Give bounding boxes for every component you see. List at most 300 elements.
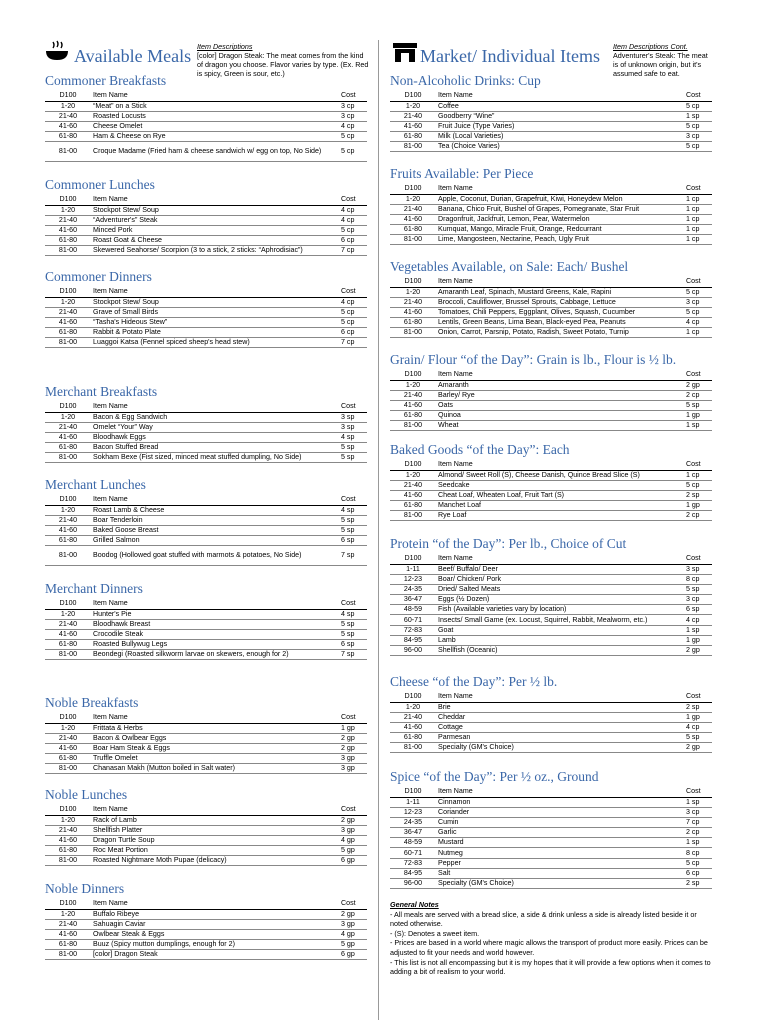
roll-range: 41-60 — [45, 525, 91, 535]
roll-range: 21-40 — [45, 733, 91, 743]
roll-range: 41-60 — [45, 317, 91, 327]
item-cost: 6 cp — [678, 868, 712, 878]
roll-range: 1-20 — [45, 297, 91, 307]
item-cost: 7 cp — [333, 338, 367, 348]
item-name: Apple, Coconut, Durian, Grapefruit, Kiwi, Honeydew Melon — [436, 194, 678, 204]
table-row — [390, 828, 712, 838]
item-name: Roc Meat Portion — [91, 846, 333, 856]
item-name: Kumquat, Mango, Miracle Fruit, Orange, Redcurrant — [436, 225, 678, 235]
col-item-name: Item Name — [91, 598, 333, 609]
general-notes-line: - All meals are served with a bread slice, a side & drink unless a side is already listed beside it or noted otherwise. — [390, 909, 697, 929]
section-right-4 — [390, 441, 712, 521]
col-cost: Cost — [678, 183, 712, 194]
item-cost: 5 sp — [333, 619, 367, 629]
col-item-name: Item Name — [436, 786, 678, 797]
item-name: Stockpot Stew/ Soup — [91, 205, 333, 215]
table-row — [390, 858, 712, 868]
roll-range: 61-80 — [390, 225, 436, 235]
table-row — [390, 132, 712, 142]
roll-range: 81-00 — [390, 142, 436, 152]
table-header-row — [390, 369, 712, 380]
item-cost: 1 sp — [678, 838, 712, 848]
table-row — [390, 470, 712, 480]
item-cost: 5 cp — [678, 307, 712, 317]
item-name: Roasted Nightmare Moth Pupae (delicacy) — [91, 856, 333, 866]
col-d100: D100 — [390, 691, 436, 702]
item-cost: 1 gp — [678, 501, 712, 511]
item-cost: 5 cp — [678, 142, 712, 152]
price-table — [390, 553, 712, 656]
section-title: Cheese “of the Day”: Per ½ lb. — [390, 674, 558, 689]
roll-range: 81-00 — [45, 764, 91, 774]
item-cost: 4 cp — [333, 215, 367, 225]
roll-range: 24-35 — [390, 584, 436, 594]
col-item-name: Item Name — [91, 401, 333, 412]
roll-range: 1-20 — [390, 380, 436, 390]
item-cost: 3 sp — [333, 422, 367, 432]
table-row — [45, 101, 367, 111]
table-row — [45, 225, 367, 235]
item-name: “Adventurer's” Steak — [91, 215, 333, 225]
table-row — [45, 453, 367, 463]
roll-range: 41-60 — [390, 307, 436, 317]
table-row — [45, 422, 367, 432]
item-cost: 5 sp — [333, 453, 367, 463]
item-cost: 5 gp — [333, 940, 367, 950]
price-table — [45, 401, 367, 463]
table-row — [45, 525, 367, 535]
col-cost: Cost — [333, 804, 367, 815]
table-row — [390, 307, 712, 317]
item-name: Dragon Turtle Soup — [91, 835, 333, 845]
item-cost: 5 sp — [333, 629, 367, 639]
item-cost: 5 sp — [333, 443, 367, 453]
roll-range: 84-95 — [390, 635, 436, 645]
roll-range: 1-20 — [45, 815, 91, 825]
item-name: Frittata & Herbs — [91, 723, 333, 733]
section-title: Noble Dinners — [45, 881, 125, 896]
item-name: Cheese Omelet — [91, 121, 333, 131]
item-cost: 6 sp — [333, 536, 367, 546]
roll-range: 41-60 — [45, 929, 91, 939]
table-row — [45, 443, 367, 453]
item-name: Specialty (GM's Choice) — [436, 879, 678, 889]
item-name: Roasted Bullywug Legs — [91, 640, 333, 650]
table-row — [45, 640, 367, 650]
item-cost: 7 sp — [333, 546, 367, 566]
item-cost: 3 cp — [678, 595, 712, 605]
roll-range: 81-00 — [45, 650, 91, 660]
roll-range: 1-20 — [45, 101, 91, 111]
item-name: Coriander — [436, 807, 678, 817]
table-row — [45, 856, 367, 866]
item-name: Ham & Cheese on Rye — [91, 132, 333, 142]
price-table — [390, 691, 712, 753]
table-row — [45, 629, 367, 639]
price-table — [45, 898, 367, 960]
item-name: Cinnamon — [436, 797, 678, 807]
item-name: Salt — [436, 868, 678, 878]
table-row — [390, 797, 712, 807]
roll-range: 61-80 — [45, 940, 91, 950]
roll-range: 41-60 — [390, 214, 436, 224]
item-name: Owlbear Steak & Eggs — [91, 929, 333, 939]
item-name: Bacon & Owlbear Eggs — [91, 733, 333, 743]
item-cost: 3 gp — [333, 764, 367, 774]
roll-range: 81-00 — [45, 142, 91, 162]
roll-range: 21-40 — [390, 480, 436, 490]
price-table — [45, 494, 367, 566]
col-item-name: Item Name — [91, 712, 333, 723]
section-title: Baked Goods “of the Day”: Each — [390, 442, 570, 457]
item-cost: 2 cp — [678, 511, 712, 521]
item-cost: 5 sp — [678, 733, 712, 743]
roll-range: 61-80 — [390, 132, 436, 142]
item-cost: 4 gp — [333, 929, 367, 939]
roll-range: 41-60 — [45, 432, 91, 442]
item-cost: 5 cp — [333, 142, 367, 162]
item-name: Lamb — [436, 635, 678, 645]
table-row — [390, 564, 712, 574]
table-row — [390, 712, 712, 722]
table-row — [45, 609, 367, 619]
item-name: Chanasan Makh (Mutton boiled in Salt water) — [91, 764, 333, 774]
item-name: Truffle Omelet — [91, 754, 333, 764]
item-name: Shellfish Platter — [91, 825, 333, 835]
roll-range: 21-40 — [45, 825, 91, 835]
section-right-2 — [390, 258, 712, 338]
table-row — [390, 743, 712, 753]
col-item-name: Item Name — [91, 494, 333, 505]
table-row — [45, 432, 367, 442]
table-row — [390, 574, 712, 584]
section-title: Non-Alcoholic Drinks: Cup — [390, 73, 541, 88]
item-cost: 2 sp — [678, 702, 712, 712]
section-title: Noble Breakfasts — [45, 695, 139, 710]
item-cost: 3 gp — [333, 919, 367, 929]
item-name: Stockpot Stew/ Soup — [91, 297, 333, 307]
general-notes-line: - Prices are based in a world where magic allows the transport of product more easily. Prices can be adjusted to fit your needs and world however. — [390, 938, 708, 957]
section-left-4 — [45, 476, 367, 566]
item-name: Sokham Bexe (Fist sized, minced meat stuffed dumpling, No Side) — [91, 453, 333, 463]
item-name: Dragonfruit, Jackfruit, Lemon, Pear, Watermelon — [436, 214, 678, 224]
roll-range: 61-80 — [390, 501, 436, 511]
item-name: Roast Goat & Cheese — [91, 236, 333, 246]
col-item-name: Item Name — [436, 90, 678, 101]
item-cost: 6 cp — [333, 236, 367, 246]
item-name: Skewered Seahorse/ Scorpion (3 to a stick, 2 sticks: “Aphrodisiac”) — [91, 246, 333, 256]
item-name: Dried/ Salted Meats — [436, 584, 678, 594]
table-row — [390, 511, 712, 521]
roll-range: 1-20 — [390, 287, 436, 297]
roll-range: 41-60 — [45, 121, 91, 131]
section-right-0 — [390, 72, 712, 152]
table-row — [45, 764, 367, 774]
section-title: Fruits Available: Per Piece — [390, 166, 534, 181]
bowl-icon — [44, 40, 70, 62]
col-item-name: Item Name — [436, 183, 678, 194]
item-name: Sahuagin Caviar — [91, 919, 333, 929]
roll-range: 81-00 — [45, 856, 91, 866]
table-row — [390, 287, 712, 297]
item-cost: 2 gp — [333, 909, 367, 919]
item-cost: 2 gp — [678, 380, 712, 390]
table-row — [45, 505, 367, 515]
roll-range: 1-20 — [390, 470, 436, 480]
item-cost: 8 cp — [678, 574, 712, 584]
item-cost: 1 cp — [678, 235, 712, 245]
item-cost: 3 cp — [333, 101, 367, 111]
item-name: Rye Loaf — [436, 511, 678, 521]
table-row — [390, 297, 712, 307]
table-header-row — [45, 598, 367, 609]
table-row — [45, 909, 367, 919]
section-title: Commoner Dinners — [45, 269, 152, 284]
item-cost: 5 cp — [333, 317, 367, 327]
table-row — [45, 733, 367, 743]
col-item-name: Item Name — [436, 553, 678, 564]
col-cost: Cost — [678, 691, 712, 702]
roll-range: 21-40 — [45, 619, 91, 629]
col-cost: Cost — [678, 276, 712, 287]
item-cost: 5 sp — [333, 515, 367, 525]
roll-range: 41-60 — [45, 743, 91, 753]
table-header-row — [390, 553, 712, 564]
table-row — [390, 838, 712, 848]
table-header-row — [390, 459, 712, 470]
roll-range: 21-40 — [45, 111, 91, 121]
price-table — [390, 90, 712, 152]
table-row — [390, 722, 712, 732]
section-title: Merchant Breakfasts — [45, 384, 158, 399]
item-name: Specialty (GM's Choice) — [436, 743, 678, 753]
item-name: Croque Madame (Fried ham & cheese sandwich w/ egg on top, No Side) — [91, 142, 333, 162]
table-row — [390, 733, 712, 743]
item-cost: 4 cp — [333, 121, 367, 131]
page-title: Available Meals — [74, 46, 192, 66]
roll-range: 21-40 — [390, 712, 436, 722]
item-name: “Tasha's Hideous Stew” — [91, 317, 333, 327]
table-row — [390, 480, 712, 490]
item-name: Cheat Loaf, Wheaten Loaf, Fruit Tart (S) — [436, 490, 678, 500]
item-name: Luaggoi Katsa (Fennel spiced sheep's head stew) — [91, 338, 333, 348]
roll-range: 1-11 — [390, 797, 436, 807]
section-left-2 — [45, 268, 367, 348]
col-item-name: Item Name — [436, 691, 678, 702]
col-item-name: Item Name — [436, 459, 678, 470]
table-row — [390, 121, 712, 131]
col-cost: Cost — [333, 90, 367, 101]
table-row — [390, 879, 712, 889]
section-left-7 — [45, 786, 367, 866]
table-row — [45, 246, 367, 256]
item-name: Beef/ Buffalo/ Deer — [436, 564, 678, 574]
table-row — [45, 215, 367, 225]
table-row — [390, 318, 712, 328]
table-row — [390, 625, 712, 635]
table-row — [390, 328, 712, 338]
roll-range: 21-40 — [390, 204, 436, 214]
col-cost: Cost — [678, 553, 712, 564]
table-row — [390, 235, 712, 245]
item-name: Minced Pork — [91, 225, 333, 235]
section-title: Protein “of the Day”: Per lb., Choice of Cut — [390, 536, 627, 551]
price-table — [390, 276, 712, 338]
table-row — [45, 815, 367, 825]
table-row — [45, 950, 367, 960]
item-name: Parmesan — [436, 733, 678, 743]
col-d100: D100 — [45, 804, 91, 815]
item-cost: 4 sp — [333, 609, 367, 619]
table-header-row — [390, 90, 712, 101]
section-right-7 — [390, 768, 712, 889]
item-cost: 1 sp — [678, 625, 712, 635]
roll-range: 81-00 — [45, 338, 91, 348]
item-descriptions-cont-title: Item Descriptions Cont. — [613, 42, 688, 51]
table-row — [45, 205, 367, 215]
roll-range: 41-60 — [45, 629, 91, 639]
section-right-6 — [390, 673, 712, 753]
col-cost: Cost — [678, 786, 712, 797]
market-title: Market/ Individual Items — [420, 46, 600, 66]
item-name: Manchet Loaf — [436, 501, 678, 511]
roll-range: 41-60 — [390, 490, 436, 500]
roll-range: 61-80 — [45, 132, 91, 142]
table-row — [390, 646, 712, 656]
section-right-3 — [390, 351, 712, 431]
table-row — [390, 868, 712, 878]
item-cost: 6 sp — [333, 640, 367, 650]
item-name: Bloodhawk Breast — [91, 619, 333, 629]
item-cost: 4 cp — [333, 297, 367, 307]
section-left-8 — [45, 880, 367, 960]
price-table — [390, 369, 712, 431]
item-name: Crocodile Steak — [91, 629, 333, 639]
item-name: Rack of Lamb — [91, 815, 333, 825]
item-name: Boodog (Hollowed goat stuffed with marmots & potatoes, No Side) — [91, 546, 333, 566]
item-name: Omelet “Your” Way — [91, 422, 333, 432]
col-cost: Cost — [333, 598, 367, 609]
table-row — [390, 142, 712, 152]
roll-range: 81-00 — [45, 453, 91, 463]
item-descriptions-cont-text: Adventurer's Steak: The meat is of unknown origin, but it's assumed safe to eat. — [613, 51, 708, 78]
col-d100: D100 — [45, 898, 91, 909]
roll-range: 81-00 — [390, 421, 436, 431]
item-cost: 3 cp — [678, 132, 712, 142]
col-item-name: Item Name — [91, 898, 333, 909]
table-header-row — [390, 183, 712, 194]
price-table — [390, 786, 712, 889]
roll-range: 60-71 — [390, 848, 436, 858]
table-row — [390, 400, 712, 410]
roll-range: 41-60 — [390, 400, 436, 410]
col-cost: Cost — [333, 286, 367, 297]
col-cost: Cost — [333, 401, 367, 412]
item-cost: 7 cp — [678, 817, 712, 827]
table-header-row — [45, 804, 367, 815]
item-cost: 6 gp — [333, 950, 367, 960]
table-row — [390, 421, 712, 431]
col-item-name: Item Name — [91, 90, 333, 101]
table-row — [45, 825, 367, 835]
item-name: Barley/ Rye — [436, 390, 678, 400]
section-title: Merchant Lunches — [45, 477, 146, 492]
item-name: Amaranth Leaf, Spinach, Mustard Greens, Kale, Rapini — [436, 287, 678, 297]
col-d100: D100 — [45, 494, 91, 505]
roll-range: 24-35 — [390, 817, 436, 827]
table-row — [45, 297, 367, 307]
roll-range: 36-47 — [390, 828, 436, 838]
col-d100: D100 — [45, 286, 91, 297]
table-row — [45, 846, 367, 856]
roll-range: 36-47 — [390, 595, 436, 605]
roll-range: 1-20 — [390, 194, 436, 204]
price-table — [45, 286, 367, 348]
section-left-0 — [45, 72, 367, 162]
roll-range: 41-60 — [390, 722, 436, 732]
roll-range: 21-40 — [390, 390, 436, 400]
table-row — [45, 619, 367, 629]
roll-range: 21-40 — [45, 422, 91, 432]
item-name: Bacon & Egg Sandwich — [91, 412, 333, 422]
section-title: Commoner Breakfasts — [45, 73, 167, 88]
table-row — [390, 702, 712, 712]
table-row — [390, 635, 712, 645]
table-row — [390, 490, 712, 500]
item-cost: 1 cp — [678, 214, 712, 224]
item-name: Oats — [436, 400, 678, 410]
item-name: Grave of Small Birds — [91, 307, 333, 317]
item-name: Goat — [436, 625, 678, 635]
section-left-5 — [45, 580, 367, 660]
item-name: Buuz (Spicy mutton dumplings, enough for 2) — [91, 940, 333, 950]
roll-range: 48-59 — [390, 838, 436, 848]
section-left-6 — [45, 694, 367, 774]
item-cost: 1 sp — [678, 421, 712, 431]
item-cost: 8 cp — [678, 848, 712, 858]
roll-range: 81-00 — [390, 328, 436, 338]
item-name: Hunter's Pie — [91, 609, 333, 619]
table-row — [390, 111, 712, 121]
roll-range: 1-20 — [45, 412, 91, 422]
item-cost: 4 cp — [678, 615, 712, 625]
item-cost: 5 cp — [678, 858, 712, 868]
item-cost: 6 cp — [333, 328, 367, 338]
table-row — [45, 142, 367, 162]
price-table — [45, 598, 367, 660]
item-cost: 2 gp — [333, 733, 367, 743]
item-name: Cottage — [436, 722, 678, 732]
item-cost: 1 gp — [678, 712, 712, 722]
item-name: Bloodhawk Eggs — [91, 432, 333, 442]
table-row — [45, 236, 367, 246]
roll-range: 61-80 — [45, 846, 91, 856]
table-header-row — [390, 691, 712, 702]
price-table — [45, 712, 367, 774]
item-cost: 1 gp — [678, 635, 712, 645]
section-title: Vegetables Available, on Sale: Each/ Bushel — [390, 259, 629, 274]
roll-range: 21-40 — [45, 307, 91, 317]
item-cost: 2 sp — [678, 490, 712, 500]
table-row — [45, 317, 367, 327]
col-d100: D100 — [390, 90, 436, 101]
table-row — [390, 411, 712, 421]
item-cost: 5 cp — [333, 225, 367, 235]
col-cost: Cost — [678, 459, 712, 470]
price-table — [390, 459, 712, 521]
item-cost: 5 cp — [678, 480, 712, 490]
item-name: Eggs (½ Dozen) — [436, 595, 678, 605]
